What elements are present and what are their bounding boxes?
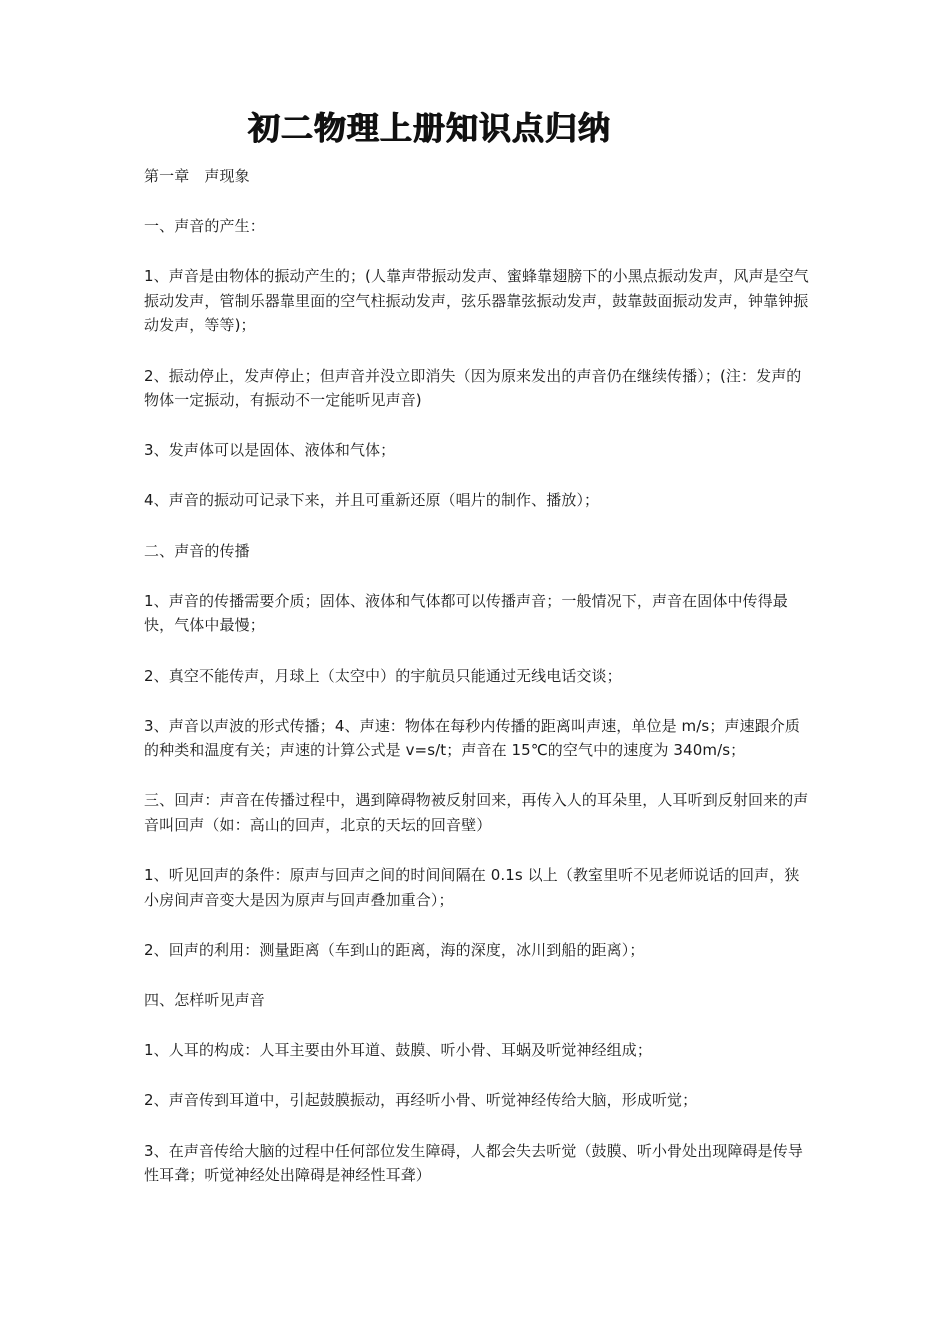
paragraph: 1、人耳的构成：人耳主要由外耳道、鼓膜、听小骨、耳蜗及听觉神经组成； bbox=[144, 1041, 652, 1060]
section-heading: 三、回声：声音在传播过程中，遇到障碍物被反射回来，再传入人的耳朵里，人耳听到反射回来的声音叫回声（如：高山的回声，北京的天坛的回音壁） bbox=[144, 791, 809, 834]
paragraph: 3、声音以声波的形式传播；4、声速：物体在每秒内传播的距离叫声速，单位是 m/s；声速跟介质的种类和温度有关；声速的计算公式是 v=s/t；声音在 15℃的空气中的速度为 340m/s； bbox=[144, 716, 800, 760]
paragraph: 2、回声的利用：测量距离（车到山的距离，海的深度，冰川到船的距离）； bbox=[144, 940, 645, 959]
section-heading: 二、声音的传播 bbox=[144, 541, 250, 560]
section-heading: 四、怎样听见声音 bbox=[144, 990, 265, 1009]
paragraph: 1、听见回声的条件：原声与回声之间的时间间隔在 0.1s 以上（教室里听不见老师说话的回声，狭小房间声音变大是因为原声与回声叠加重合）； bbox=[144, 866, 800, 909]
paragraph: 2、振动停止，发声停止；但声音并没立即消失（因为原来发出的声音仍在继续传播）；(注：发声的物体一定振动，有振动不一定能听见声音) bbox=[144, 366, 802, 410]
paragraph: 1、声音是由物体的振动产生的；(人靠声带振动发声、蜜蜂靠翅膀下的小黑点振动发声，风声是空气振动发声，管制乐器靠里面的空气柱振动发声，弦乐器靠弦振动发声，鼓靠鼓面振动发声，钟靠钟振动发声，等等)； bbox=[144, 267, 809, 335]
paragraph: 2、真空不能传声，月球上（太空中）的宇航员只能通过无线电话交谈； bbox=[144, 666, 622, 685]
paragraph: 3、在声音传给大脑的过程中任何部位发生障碍，人都会失去听觉（鼓膜、听小骨处出现障碍是传导性耳聋；听觉神经处出障碍是神经性耳聋） bbox=[144, 1141, 803, 1184]
paragraph: 1、声音的传播需要介质；固体、液体和气体都可以传播声音；一般情况下，声音在固体中传得最快，气体中最慢； bbox=[144, 591, 788, 635]
section-heading: 一、声音的产生： bbox=[144, 217, 265, 236]
document-body bbox=[144, 164, 810, 1213]
paragraph: 2、声音传到耳道中，引起鼓膜振动，再经听小骨、听觉神经传给大脑，形成听觉； bbox=[144, 1091, 698, 1110]
paragraph: 3、发声体可以是固体、液体和气体； bbox=[144, 441, 396, 460]
paragraph: 4、声音的振动可记录下来，并且可重新还原（唱片的制作、播放）； bbox=[144, 491, 600, 510]
document-title: 初二物理上册知识点归纳 bbox=[248, 109, 612, 147]
chapter-heading: 第一章 声现象 bbox=[144, 167, 250, 185]
